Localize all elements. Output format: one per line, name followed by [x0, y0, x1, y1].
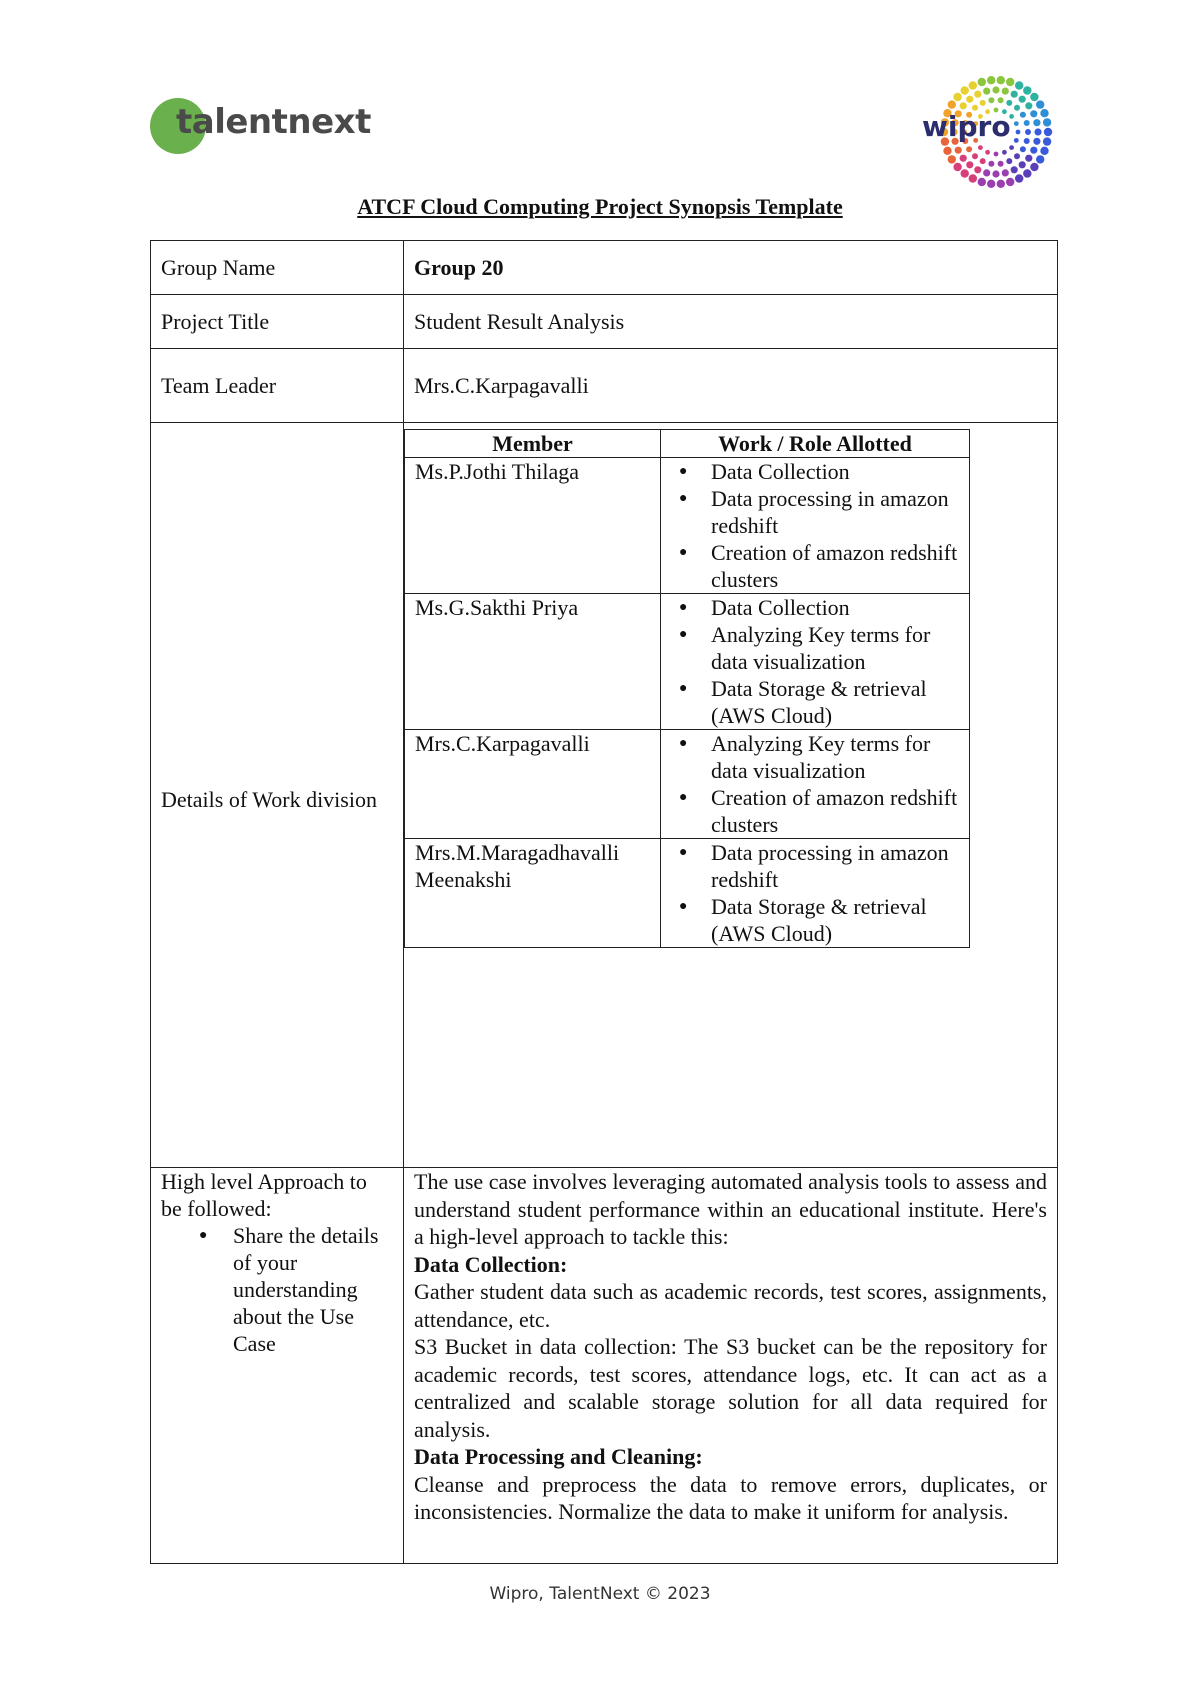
logo-dot [1020, 146, 1026, 152]
list-item: ● Data Storage & retrieval (AWS Cloud) [711, 675, 959, 729]
table-row [405, 839, 970, 948]
logo-dot [988, 97, 994, 103]
logo-dot [994, 152, 999, 157]
logo-dot [987, 180, 995, 188]
logo-dot [985, 150, 990, 155]
list-item: ● Data processing in amazon redshift [711, 839, 959, 893]
logo-dot [997, 180, 1005, 188]
work-table-header [405, 430, 970, 458]
member-roles [661, 594, 970, 730]
approach-label: High level Approach to be followed: [161, 1169, 367, 1221]
logo-dot [1043, 137, 1051, 145]
logo-dot [980, 158, 986, 164]
logo-dot [966, 146, 972, 152]
list-item: ● Analyzing Key terms for data visualization [711, 621, 959, 675]
logo-dot [1040, 109, 1048, 117]
row-approach [151, 1168, 1058, 1564]
data-processing-heading: Data Processing and Cleaning: [414, 1444, 703, 1469]
synopsis-table [150, 240, 1058, 1564]
logo-dot [1014, 121, 1019, 126]
roles-list [671, 458, 959, 593]
logo-dot [1006, 100, 1012, 106]
logo-dot [961, 86, 969, 94]
logo-dot [974, 91, 981, 98]
logo-dot [988, 161, 994, 167]
logo-dot [1015, 81, 1023, 89]
logo-dot [998, 161, 1004, 167]
logo-dot [1033, 138, 1040, 145]
logo-dot [1002, 88, 1009, 95]
table-row [405, 458, 970, 594]
list-item: ● Data Collection [711, 594, 959, 621]
list-item: ● Data processing in amazon redshift [711, 485, 959, 539]
logo-dot [948, 155, 956, 163]
row-team-leader [151, 349, 1058, 423]
document-title: ATCF Cloud Computing Project Synopsis Template [357, 194, 843, 219]
member-header: Member [405, 430, 661, 458]
logo-dot [1009, 145, 1014, 150]
logo-dot [953, 163, 961, 171]
member-name: Ms.P.Jothi Thilaga [405, 458, 661, 594]
logo-dot [1019, 161, 1026, 168]
talentnext-logo-text: talentnext [176, 102, 371, 142]
list-item: ● Data Collection [711, 458, 959, 485]
logo-dot [960, 102, 967, 109]
wipro-logo [918, 74, 1058, 190]
logo-dot [1043, 118, 1051, 126]
member-name: Mrs.C.Karpagavalli [405, 730, 661, 839]
approach-content [404, 1168, 1058, 1564]
logo-dot [1025, 129, 1031, 135]
talentnext-logo [150, 98, 370, 160]
logo-dot [1016, 130, 1021, 135]
logo-dot [980, 100, 986, 106]
logo-dot [998, 97, 1004, 103]
logo-dot [1019, 96, 1026, 103]
logo-dot [969, 174, 977, 182]
project-title-label: Project Title [151, 295, 404, 349]
logo-dot [1033, 119, 1040, 126]
member-roles [661, 839, 970, 948]
logo-dot [1023, 169, 1031, 177]
logo-dot [1011, 91, 1018, 98]
logo-dot [1006, 158, 1012, 164]
logo-dot [955, 147, 962, 154]
logo-dot [992, 170, 999, 177]
data-processing-text: Cleanse and preprocess the data to remove errors, duplicates, or inconsistencies. Normalize the data to make it uniform for analysis. [414, 1471, 1047, 1524]
group-name-label: Group Name [151, 241, 404, 295]
logo-dot [983, 169, 990, 176]
row-work-division [151, 423, 1058, 1168]
logo-dot [1024, 120, 1030, 126]
member-roles [661, 730, 970, 839]
logo-dot [1023, 86, 1031, 94]
logo-dot [1030, 147, 1037, 154]
logo-dot [953, 93, 961, 101]
approach-label-cell [151, 1168, 404, 1564]
logo-dot [1002, 169, 1009, 176]
logo-dot [997, 76, 1005, 84]
row-group-name [151, 241, 1058, 295]
logo-dot [1044, 128, 1052, 136]
project-title-value: Student Result Analysis [404, 295, 1058, 349]
logo-dot [992, 86, 999, 93]
data-collection-text: Gather student data such as academic records, test scores, assignments, attendance, etc. [414, 1279, 1047, 1332]
logo-dot [1036, 155, 1044, 163]
page-footer: Wipro, TalentNext © 2023 [489, 1584, 711, 1604]
logo-dot [943, 147, 951, 155]
logo-dot [1020, 112, 1026, 118]
logo-dot [1002, 150, 1007, 155]
group-name-value: Group 20 [404, 241, 1058, 295]
logo-dot [1025, 102, 1032, 109]
logo-dot [1024, 138, 1030, 144]
logo-dot [1015, 174, 1023, 182]
logo-dot [987, 76, 995, 84]
team-leader-value: Mrs.C.Karpagavalli [404, 349, 1058, 423]
list-item: ● Share the details of your understanding about the Use Case [233, 1222, 393, 1357]
logo-dot [983, 88, 990, 95]
logo-dot [1014, 138, 1019, 143]
logo-dot [978, 78, 986, 86]
logo-dot [1006, 78, 1014, 86]
work-division-content [404, 423, 1058, 1168]
logo-dot [1030, 93, 1038, 101]
team-leader-label: Team Leader [151, 349, 404, 423]
roles-list [671, 594, 959, 729]
list-item: ● Analyzing Key terms for data visualization [711, 730, 959, 784]
table-row [405, 730, 970, 839]
logo-dot [966, 96, 973, 103]
logo-dot [1014, 105, 1020, 111]
work-division-label: Details of Work division [151, 423, 404, 1168]
list-item: ● Data Storage & retrieval (AWS Cloud) [711, 893, 959, 947]
approach-intro: The use case involves leveraging automated analysis tools to assess and understand student performance within an educational institute. Here's a high-level approach to tackle this: [414, 1169, 1047, 1249]
logo-dot [1025, 155, 1032, 162]
logo-dot [1006, 178, 1014, 186]
logo-dot [972, 153, 978, 159]
logo-dot [978, 145, 983, 150]
logo-dot [974, 166, 981, 173]
wipro-logo-text: wipro [922, 110, 1011, 143]
logo-dot [978, 178, 986, 186]
approach-bullets [161, 1222, 393, 1357]
roles-list [671, 839, 959, 947]
logo-dot [966, 161, 973, 168]
work-division-table [404, 429, 970, 948]
list-item: ● Creation of amazon redshift clusters [711, 539, 959, 593]
list-item: ● Creation of amazon redshift clusters [711, 784, 959, 838]
logo-dot [1011, 166, 1018, 173]
roles-list [671, 730, 959, 838]
logo-dot [1034, 128, 1041, 135]
role-header: Work / Role Allotted [661, 430, 970, 458]
data-collection-heading: Data Collection: [414, 1251, 568, 1277]
row-project-title [151, 295, 1058, 349]
logo-dot [1030, 110, 1037, 117]
logo-dot [1040, 147, 1048, 155]
logo-dot [969, 81, 977, 89]
logo-dot [948, 100, 956, 108]
logo-dot [1036, 100, 1044, 108]
member-name: Mrs.M.Maragadhavalli Meenakshi [405, 839, 661, 948]
logo-dot [1014, 153, 1020, 159]
logo-dot [1030, 163, 1038, 171]
logo-dot [960, 155, 967, 162]
s3-bucket-text: S3 Bucket in data collection: The S3 bucket can be the repository for academic records, test scores, attendance logs, etc. It can act as a centralized and scalable storage solution for all data required for analysis. [414, 1334, 1047, 1442]
member-roles [661, 458, 970, 594]
table-row [405, 594, 970, 730]
member-name: Ms.G.Sakthi Priya [405, 594, 661, 730]
logo-dot [961, 169, 969, 177]
